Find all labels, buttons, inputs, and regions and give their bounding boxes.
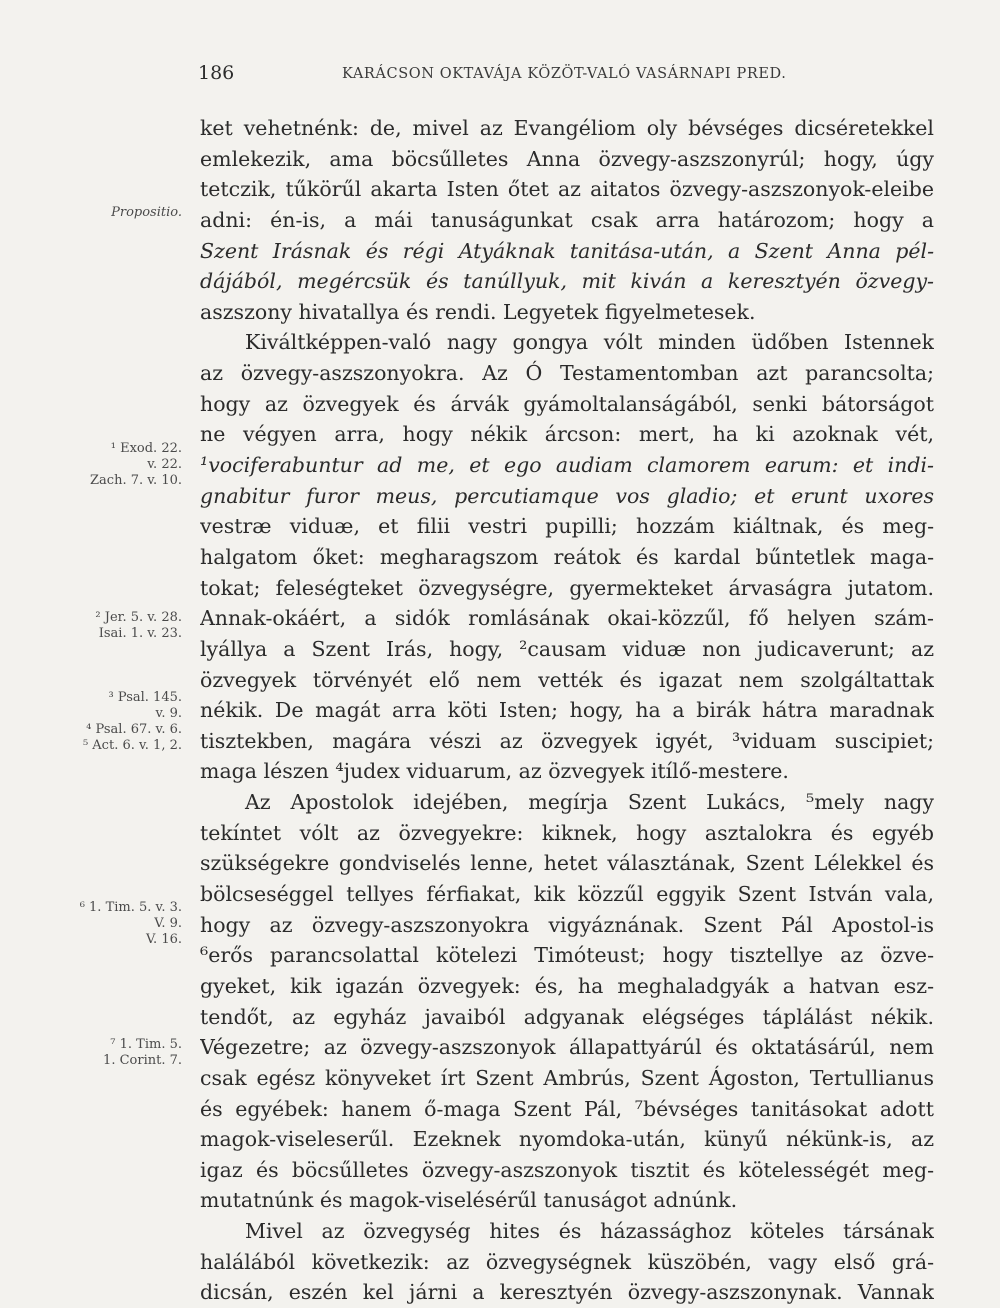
text-line: vestræ viduæ, et filii vestri pupilli; hozzám kiáltnak, és meg- <box>200 514 934 539</box>
text-line: ¹vociferabuntur ad me, et ego audiam clamorem earum: et indi- <box>200 453 934 478</box>
text-line: Az Apostolok idejében, megírja Szent Lukács, ⁵mely nagy <box>245 790 934 815</box>
page-header <box>0 62 1000 92</box>
text-line: emlekezik, ama böcsűlletes Anna özvegy-aszszonyrúl; hogy, úgy <box>200 146 934 171</box>
text-line: Mivel az özvegység hites és házassághoz köteles társának <box>245 1219 934 1244</box>
text-line: Annak-okáért, a sidók romlásának okai-közzűl, fő helyen szám- <box>200 606 934 631</box>
text-line: tendőt, az egyház javaiból adgyanak elégséges táplálást nékik. <box>200 1004 934 1029</box>
margin-note: ⁶ 1. Tim. 5. v. 3. V. 9. V. 16. <box>79 900 182 947</box>
running-title: KARÁCSON OKTAVÁJA KÖZÖT-VALÓ VASÁRNAPI PRED. <box>342 66 787 82</box>
body-text <box>200 113 934 1308</box>
text-line: dájából, megércsük és tanúllyuk, mit kiván a keresztyén özvegy- <box>200 269 934 294</box>
text-line: csak egész könyveket írt Szent Ambrús, Szent Ágoston, Tertullianus <box>200 1065 934 1090</box>
page-number: 186 <box>198 62 235 84</box>
text-line: gyeket, kik igazán özvegyek: és, ha meghaladgyák a hatvan esz- <box>200 973 934 998</box>
text-line: ne végyen arra, hogy nékik árcson: mert, ha ki azoknak vét, <box>200 422 934 447</box>
margin-note: Propositio. <box>111 205 182 220</box>
text-line: Végezetre; az özvegy-aszszonyok állapattyárúl és oktatásárúl, nem <box>200 1035 934 1060</box>
text-line: nékik. De magát arra köti Isten; hogy, ha a birák hátra maradnak <box>200 698 934 723</box>
text-line: ket vehetnénk: de, mivel az Evangéliom oly bévséges dicséretekkel <box>200 116 934 140</box>
text-line: maga lészen ⁴judex viduarum, az özvegyek itílő-mestere. <box>200 759 789 784</box>
text-line: mutatnúnk és magok-viselésérűl tanuságot adnúnk. <box>200 1188 738 1213</box>
margin-note: ¹ Exod. 22. v. 22. Zach. 7. v. 10. <box>90 441 182 488</box>
text-line: özvegyek törvényét elő nem vették és igazat nem szolgáltattak <box>200 667 934 692</box>
text-line: dicsán, eszén kel járni a keresztyén özvegy-aszszonynak. Vannak <box>200 1280 934 1305</box>
text-line: tokat; feleségteket özvegységre, gyermekteket árvaságra jutatom. <box>200 575 934 600</box>
margin-note: ² Jer. 5. v. 28. Isai. 1. v. 23. <box>95 610 182 641</box>
text-line: Szent Irásnak és régi Atyáknak tanitása-után, a Szent Anna pél- <box>200 238 934 263</box>
text-line: ⁶erős parancsolattal kötelezi Timóteust; hogy tisztellye az özve- <box>200 943 934 968</box>
text-line: gnabitur furor meus, percutiamque vos gladio; et erunt uxores <box>200 483 934 508</box>
text-line: halgatom őket: megharagszom reátok és kardal bűntetlek maga- <box>200 544 934 569</box>
text-line: Kiváltképpen-való nagy gongya vólt minden üdőben Istennek <box>245 330 934 355</box>
margin-note: ³ Psal. 145. v. 9. ⁴ Psal. 67. v. 6. ⁵ Act. 6. v. 1, 2. <box>82 690 182 753</box>
margin-note: ⁷ 1. Tim. 5. 1. Corint. 7. <box>103 1037 182 1068</box>
text-line: hogy az özvegy-aszszonyokra vigyáznának. Szent Pál Apostol-is <box>200 912 934 937</box>
text-line: aszszony hivatallya és rendi. Legyetek figyelmetesek. <box>200 299 756 324</box>
text-line: igaz és böcsűlletes özvegy-aszszonyok tisztit és kötelességét meg- <box>200 1157 934 1182</box>
text-line: tekíntet vólt az özvegyekre: kiknek, hogy asztalokra és egyéb <box>200 820 934 845</box>
text-line: bölcseséggel tellyes férfiakat, kik közzűl eggyik Szent István vala, <box>200 882 934 907</box>
text-line: tisztekben, magára vészi az özvegyek igyét, ³viduam suscipiet; <box>200 728 934 753</box>
text-line: az özvegy-aszszonyokra. Az Ó Testamentomban azt parancsolta; <box>200 361 934 386</box>
text-line: magok-viseleserűl. Ezeknek nyomdoka-után, künyű nékünk-is, az <box>200 1127 934 1152</box>
text-line: lyállya a Szent Irás, hogy, ²causam viduæ non judicaverunt; az <box>200 636 934 661</box>
text-line: tetczik, tűkörűl akarta Isten őtet az aitatos özvegy-aszszonyok-eleibe <box>200 177 934 202</box>
text-line: halálából következik: az özvegységnek küszöbén, vagy első grá- <box>200 1249 934 1274</box>
text-line: szükségekre gondviselés lenne, hetet választának, Szent Lélekkel és <box>200 851 934 876</box>
text-line: és egyébek: hanem ő-maga Szent Pál, ⁷bévséges tanitásokat adott <box>200 1096 934 1121</box>
text-line: hogy az özvegyek és árvák gyámoltalanságából, senki bátorságot <box>200 391 934 416</box>
text-line: adni: én-is, a mái tanuságunkat csak arra határozom; hogy a <box>200 207 934 232</box>
